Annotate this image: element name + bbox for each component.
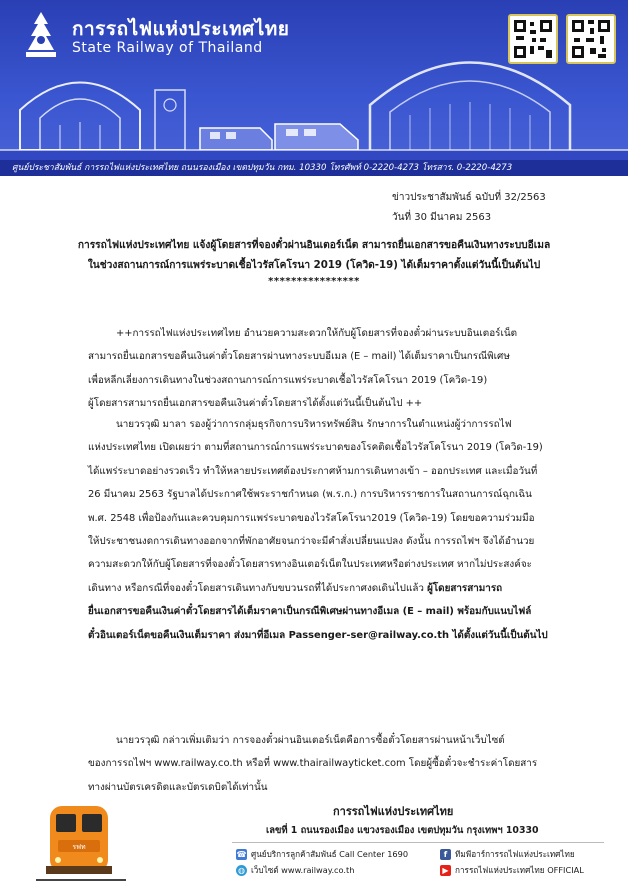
text-line: แห่งประเทศไทย เปิดเผยว่า ตามที่สถานการณ์การแพร่ระบาดของโรคติดเชื้อไวรัสโคโรนา 2019 (โควิด-19) (88, 442, 543, 454)
text-line: นายวรวุฒิ กล่าวเพิ่มเติมว่า การจองตั๋วผ่านอินเตอร์เน็ตคือการซื้อตั๋วโดยสารผ่านหน้าเว็บไซต์ (116, 735, 505, 746)
org-name-thai: การรถไฟแห่งประเทศไทย (72, 18, 290, 40)
bold-segment: ผู้โดยสารสามารถ (427, 582, 503, 594)
text-line: ทางผ่านบัตรเครดิตและบัตรเดบิตได้เท่านั้น (88, 781, 268, 793)
bold-segment: ยื่นเอกสารขอคืนเงินค่าตั๋วโดยสารได้เต็มราคาเป็นกรณีพิเศษผ่านทางอีเมล (E – mail) พร้อมกับแนบไฟล์ (88, 606, 532, 618)
headline-line: ในช่วงสถานการณ์การแพร่ระบาดเชื้อไวรัสโคโรนา 2019 (โควิด-19) ได้เต็มราคาตั้งแต่วันนี้เป็นต้นไป (87, 260, 541, 271)
text-line: ของการรถไฟฯ www.railway.co.th หรือที่ www.thairailwayticket.com โดยผู้ซื้อตั๋วจะชำระค่าโดยสาร (88, 758, 538, 770)
call-center (236, 848, 408, 861)
text-line: พ.ศ. 2548 เพื่อป้องกันและควบคุมการแพร่ระบาดของไวรัสโคโรนา2019 (โควิด-19) โดยขอความร่วมมือ (88, 512, 535, 524)
website-link[interactable] (236, 864, 354, 877)
website-text: เว็บไซต์ www.railway.co.th (251, 865, 355, 875)
text-line: ให้ประชาชนงดการเดินทางออกจากที่พักอาศัยจนกว่าจะมีคำสั่งเปลี่ยนแปลง ดังนั้น การรถไฟฯ จึงได้อำนวย (88, 535, 535, 547)
text-line: ++การรถไฟแห่งประเทศไทย อำนวยความสะดวกให้กับผู้โดยสารที่จองตั๋วผ่านระบบอินเตอร์เน็ต (116, 328, 517, 339)
youtube-text: การรถไฟแห่งประเทศไทย OFFICIAL (455, 865, 584, 875)
text-line: นายวรวุฒิ มาลา รองผู้ว่าการกลุ่มธุรกิจการบริหารทรัพย์สิน รักษาการในตำแหน่งผู้ว่าการรถไฟ (116, 419, 512, 430)
release-date: วันที่ 30 มีนาคม 2563 (392, 212, 492, 223)
text-line (88, 577, 594, 600)
youtube-icon: ▶ (440, 865, 451, 876)
footer (0, 788, 628, 888)
facebook-link[interactable] (440, 848, 575, 861)
org-name-english: State Railway of Thailand (72, 40, 263, 56)
text-line: เพื่อหลีกเลี่ยงการเดินทางในช่วงสถานการณ์การแพร่ระบาดเชื้อไวรัสโคโรนา 2019 (โควิด-19) (88, 374, 488, 386)
paragraph-intro (88, 322, 594, 416)
qr-code-icon (566, 14, 616, 64)
facebook-icon: f (440, 849, 451, 860)
text-line: 26 มีนาคม 2563 รัฐบาลได้ประกาศใช้พระราชกำหนด (พ.ร.ก.) การบริหารราชการในสถานการณ์ฉุกเฉิน (88, 489, 532, 501)
headline-line: การรถไฟแห่งประเทศไทย แจ้งผู้โดยสารที่จองตั๋วผ่านอินเตอร์เน็ต สามารถยื่นเอกสารขอคืนเงินทางระบบอีเมล (77, 240, 551, 251)
youtube-link[interactable] (440, 864, 584, 877)
paragraph-details (88, 413, 594, 647)
phone-icon: ☎ (236, 850, 247, 859)
train-plate: รฟท (72, 843, 86, 851)
text-line: ผู้โดยสารสามารถยื่นเอกสารขอคืนเงินค่าตั๋วโดยสารได้ตั้งแต่วันนี้เป็นต้นไป ++ (88, 398, 423, 410)
footer-address: เลขที่ 1 ถนนรองเมือง แขวงรองเมือง เขตปทุมวัน กรุงเทพฯ 10330 (266, 825, 539, 836)
text-line (88, 624, 594, 647)
header-banner (0, 0, 628, 176)
train-illustration-icon (36, 794, 126, 886)
qr-code-icon (508, 14, 558, 64)
globe-icon: ◍ (236, 865, 247, 876)
footer-divider (232, 842, 604, 843)
separator-stars: **************** (268, 276, 360, 287)
text-line: ความสะดวกให้กับผู้โดยสารที่จองตั๋วโดยสารทางอินเตอร์เน็ตในประเทศหรือต่างประเทศ หากไม่ประสงค์จะ (88, 559, 532, 571)
text-line: ได้แพร่ระบาดอย่างรวดเร็ว ทำให้หลายประเทศต้องประกาศห้ามการเดินทางเข้า – ออกประเทศ และเมื่อวันที่ (88, 465, 538, 477)
contact-bar: ศูนย์ประชาสัมพันธ์ การรถไฟแห่งประเทศไทย ถนนรองเมือง เขตปทุมวัน กทม. 10330 โทรศัพท์ 0-2220-4273 โทรสาร. 0-2220-4273 (0, 160, 628, 176)
bold-segment: ตั๋วอินเตอร์เน็ตขอคืนเงินเต็มราคา ส่งมาที่อีเมล Passenger-ser@railway.co.th ได้ตั้งแต่วันนี้เป็นต้นไป (88, 629, 548, 641)
text-line: สามารถยื่นเอกสารขอคืนเงินค่าตั๋วโดยสารผ่านทางระบบอีเมล (E – mail) ได้เต็มราคาเป็นกรณีพิเศษ (88, 351, 510, 363)
call-center-text: ศูนย์บริการลูกค้าสัมพันธ์ Call Center 1690 (251, 849, 409, 859)
headline (40, 236, 588, 276)
release-number: ข่าวประชาสัมพันธ์ ฉบับที่ 32/2563 (392, 192, 546, 203)
facebook-text: ทีมพีอาร์การรถไฟแห่งประเทศไทย (455, 849, 575, 859)
text-segment: เดินทาง หรือกรณีที่จองตั๋วโดยสารเดินทางกับขบวนรถที่ได้ประกาศงดเดินไปแล้ว (88, 582, 424, 594)
footer-org-name: การรถไฟแห่งประเทศไทย (333, 805, 454, 818)
srt-emblem-icon (18, 10, 64, 62)
text-line (88, 600, 594, 623)
